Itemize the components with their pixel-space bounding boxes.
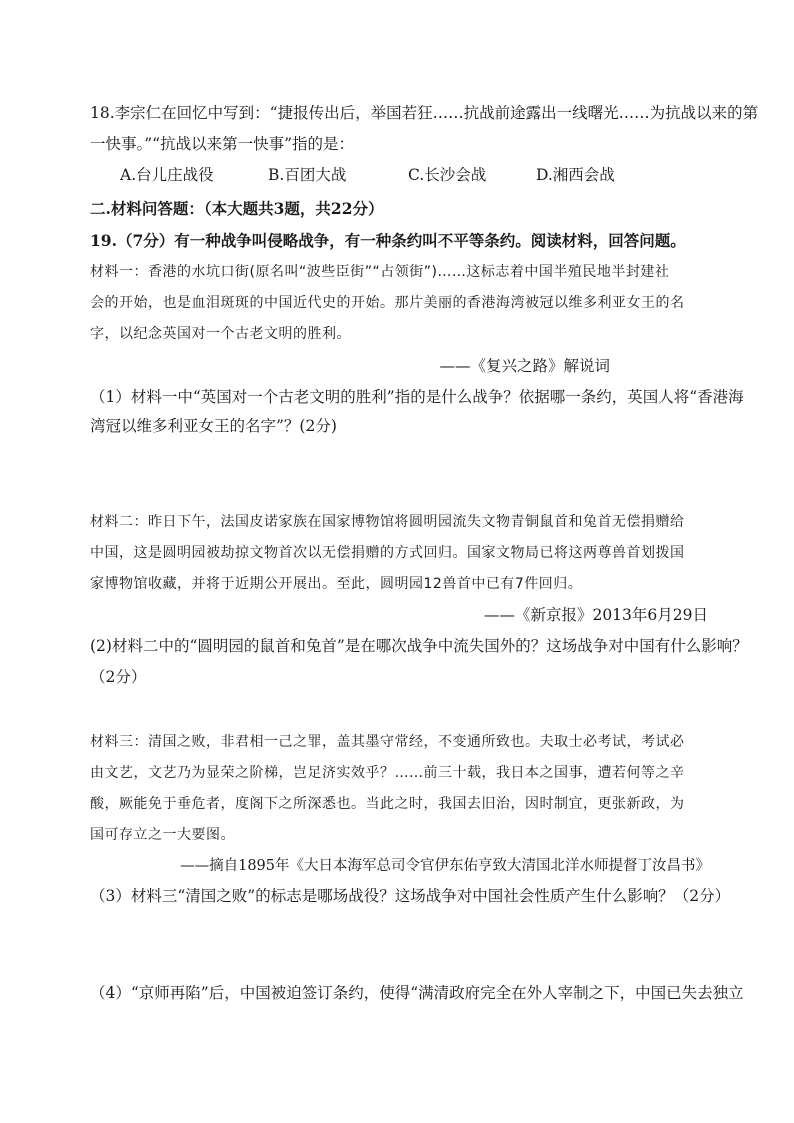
q19-title: 19.（7分）有一种战争叫侵略战争，有一种条约叫不平等条约。阅读材料，回答问题。 — [90, 231, 686, 250]
question2-line2: （2分） — [90, 668, 147, 686]
q18-stem-line2: 一快事。”“抗战以来第一快事”指的是： — [90, 135, 355, 153]
material2-line2: 中国，这是圆明园被劫掠文物首次以无偿捐赠的方式回归。国家文物局已将这两尊兽首划拨国 — [90, 545, 685, 561]
material3-line3: 酸，厥能免于垂危者，度阁下之所深悉也。当此之时，我国去旧治，因时制宜，更张新政，为 — [90, 796, 685, 812]
material1-source: ——《复兴之路》解说词 — [439, 357, 610, 375]
material1-line2: 会的开始，也是血泪斑斑的中国近代史的开始。那片美丽的香港海湾被冠以维多利亚女王的名 — [90, 295, 685, 311]
option-a[interactable]: A.台儿庄战役 — [120, 166, 214, 184]
option-b[interactable]: B.百团大战 — [268, 166, 347, 184]
material1-line1: 材料一：香港的水坑口街(原名叫“波些臣街”“占领街”)……这标志着中国半殖民地半封建社 — [90, 264, 670, 280]
q18-options — [120, 165, 680, 187]
material3-source: ——摘自1895年《大日本海军总司令官伊东佑亨致大清国北洋水师提督丁汝昌书》 — [180, 858, 710, 874]
material2-line1: 材料二：昨日下午，法国皮诺家族在国家博物馆将圆明园流失文物青铜鼠首和兔首无偿捐赠给 — [90, 514, 685, 530]
option-c[interactable]: C.长沙会战 — [408, 166, 487, 184]
q18-stem-line1: 18.李宗仁在回忆中写到：“捷报传出后，举国若狂……抗战前途露出一线曙光……为抗战以来的第 — [90, 104, 759, 122]
question1-line2: 湾冠以维多利亚女王的名字”？(2分) — [90, 417, 337, 435]
material2-source: ——《新京报》2013年6月29日 — [483, 606, 708, 624]
material1-line3: 字，以纪念英国对一个古老文明的胜利。 — [90, 326, 351, 342]
question1-line1: （1）材料一中“英国对一个古老文明的胜利”指的是什么战争？依据哪一条约，英国人将“香港海 — [90, 388, 744, 406]
material3-line1: 材料三：清国之败，非君相一己之罪，盖其墨守常经，不变通所致也。夫取士必考试，考试必 — [90, 734, 685, 750]
option-d[interactable]: D.湘西会战 — [536, 166, 615, 184]
material3-line2: 由文艺，文艺乃为显荣之阶梯，岂足济实效乎？……前三十载，我日本之国事，遭若何等之辛 — [90, 765, 685, 781]
question2-line1: (2)材料二中的“圆明园的鼠首和兔首”是在哪次战争中流失国外的？这场战争对中国有什么影响？ — [90, 637, 748, 655]
material2-line3: 家博物馆收藏，并将于近期公开展出。至此，圆明园12兽首中已有7件回归。 — [90, 576, 583, 592]
material3-line4: 国可存立之一大要图。 — [90, 827, 235, 843]
question4: （4）“京师再陷”后，中国被迫签订条约，使得“满清政府完全在外人宰制之下，中国已失去独立 — [90, 984, 744, 1002]
question3: （3）材料三“清国之败”的标志是哪场战役？这场战争对中国社会性质产生什么影响？（2分） — [90, 887, 731, 905]
section-title: 二.材料问答题：（本大题共3题，共22分） — [90, 199, 384, 218]
